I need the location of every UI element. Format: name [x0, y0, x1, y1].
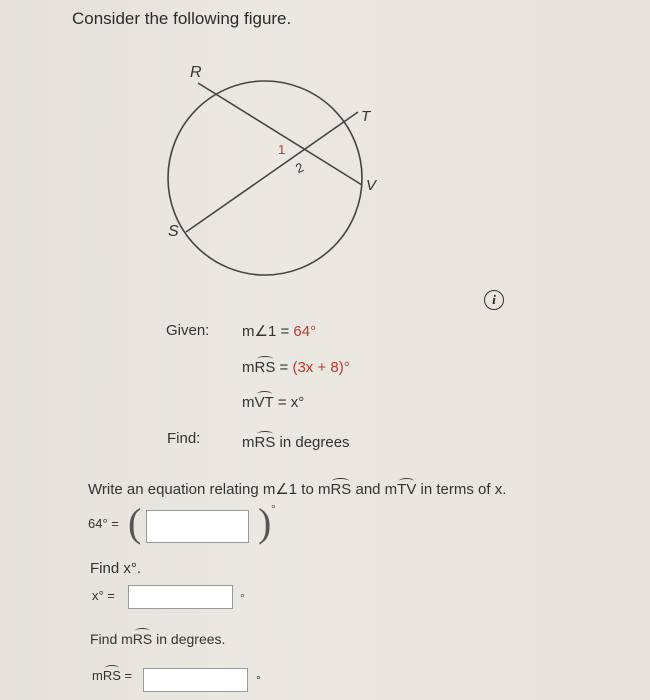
q3-part-a: Find m [90, 631, 133, 647]
equation-input[interactable] [146, 510, 249, 543]
x-degree-symbol: ° [240, 591, 245, 605]
arc-rs-symbol: RS [254, 359, 276, 376]
close-paren: ) [258, 500, 272, 545]
given-arc-rs-line [242, 359, 350, 376]
given-angle-prefix: m∠1 = [242, 323, 294, 340]
instr-part-a: Write an equation relating m∠1 to m [88, 481, 331, 498]
q3-arc-rs: RS [132, 631, 153, 647]
given-arc-vt-rest: = x° [273, 394, 305, 411]
equation-degree-symbol: ° [271, 502, 276, 516]
arc-rs-input[interactable] [143, 668, 248, 692]
given-angle-line [242, 322, 316, 340]
arc-equals-label [92, 668, 132, 683]
equation-lhs: 64° = [88, 516, 119, 531]
given-arc-rs-equals: = [275, 359, 293, 376]
arc-lhs-symbol: RS [102, 668, 121, 683]
find-label: Find: [167, 430, 201, 447]
equation-instruction [88, 480, 506, 498]
find-rest: in degrees [275, 434, 350, 451]
given-arc-rs-prefix: m [242, 359, 255, 376]
label-T: T [361, 108, 371, 125]
find-arc-instruction [90, 631, 225, 647]
arc-degree-symbol: ° [256, 673, 261, 687]
info-icon[interactable]: i [484, 290, 504, 310]
find-x-instruction: Find x°. [90, 560, 142, 577]
q3-part-b: in degrees. [152, 631, 226, 647]
x-equals-label: x° = [92, 588, 115, 603]
given-label: Given: [166, 322, 210, 339]
given-arc-vt-line [242, 394, 304, 411]
angle-label-2: 2 [292, 159, 306, 177]
find-arc-symbol: RS [254, 434, 276, 451]
find-target [242, 434, 350, 451]
angle-label-1: 1 [278, 142, 286, 157]
circle-figure [150, 50, 390, 280]
arc-lhs-equals: = [120, 668, 133, 683]
label-S: S [168, 223, 179, 240]
instr-arc-rs: RS [330, 481, 352, 498]
given-arc-vt-prefix: m [242, 394, 255, 411]
instr-part-b: and m [351, 481, 398, 498]
label-R: R [190, 64, 202, 81]
given-angle-value: 64° [293, 323, 317, 340]
label-V: V [366, 177, 377, 194]
find-prefix: m [242, 434, 255, 451]
arc-vt-symbol: VT [254, 394, 274, 411]
open-paren: ( [128, 500, 142, 545]
arc-lhs-prefix: m [92, 668, 103, 683]
given-arc-rs-value: (3x + 8)° [292, 359, 350, 376]
question-heading: Consider the following figure. [72, 9, 292, 28]
x-input[interactable] [128, 585, 233, 609]
instr-part-c: in terms of x. [416, 481, 507, 498]
instr-arc-tv: TV [397, 481, 417, 498]
